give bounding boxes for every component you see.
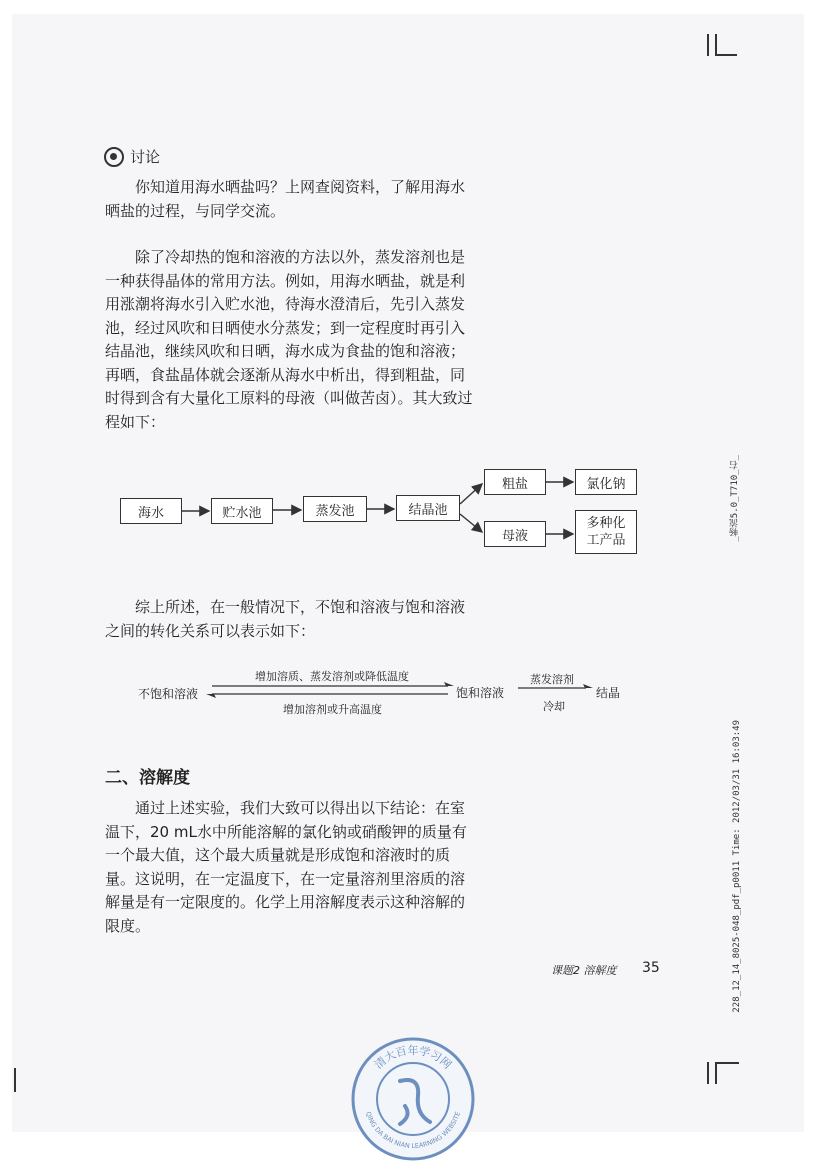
paragraph-conversion: 综上所述，在一般情况下，不饱和溶液与饱和溶液之间的转化关系可以表示如下： [105, 598, 466, 640]
page-number: 35 [642, 960, 660, 976]
paragraph-block [105, 797, 475, 938]
section-title: 二、溶解度 [105, 768, 190, 788]
crop-mark-bottom [715, 1062, 739, 1064]
seal-top-text: 清大百年学习网 [372, 1044, 454, 1072]
box-seawater: 海水 [120, 498, 182, 524]
crop-mark-left [14, 1068, 16, 1092]
label-bottom-arrow: 增加溶剂或升高温度 [283, 703, 382, 716]
side-code-bottom: 228_12_14_8025-048_pdf_p0011 Time: 2012/03/31 16:03:49 [732, 720, 742, 1013]
box-sodium-chloride: 氯化钠 [575, 469, 637, 495]
crop-mark-bottom [707, 1062, 709, 1084]
discussion-heading-label: 讨论 [130, 148, 161, 166]
side-code-top: _畅流5.0_T710_右_ [730, 455, 740, 542]
box-evaporation-pool: 蒸发池 [303, 496, 367, 522]
label-saturated: 饱和溶液 [456, 686, 505, 700]
paragraph-solubility: 通过上述实验，我们大致可以得出以下结论：在室温下，20 mL水中所能溶解的氯化钠或硝酸钾的质量有一个最大值，这个最大质量就是形成饱和溶液时的质量。这说明，在一定温度下，在一定量溶剂里溶质的溶解量是有一定限度的。化学上用溶解度表示这种溶解的限度。 [105, 799, 467, 935]
label-crystal: 结晶 [596, 686, 621, 700]
seal-bottom-text: QING DA BAI NIAN LEARNING WEBSITE [363, 1110, 463, 1150]
box-crystallization-pool: 结晶池 [396, 495, 460, 521]
crop-mark-bottom [715, 1062, 717, 1084]
label-unsaturated: 不饱和溶液 [138, 687, 199, 701]
conversion-arrows [0, 650, 827, 730]
website-seal [350, 1036, 476, 1162]
running-title: 课题2 溶解度 [551, 964, 617, 977]
chemical-products-line1: 多种化 [586, 516, 626, 531]
label-evaporate: 蒸发溶剂 [530, 673, 574, 686]
arrow-to-mother-liquor [460, 514, 482, 532]
label-top-arrow: 增加溶质、蒸发溶剂或降低温度 [255, 670, 409, 683]
label-cool: 冷却 [543, 700, 565, 713]
paragraph-block [105, 596, 475, 643]
chemical-products-line2: 工产品 [586, 533, 626, 548]
box-mother-liquor: 母液 [484, 521, 546, 547]
box-storage-pool: 贮水池 [211, 498, 273, 524]
paragraph-evaporation: 除了冷却热的饱和溶液的方法以外，蒸发溶剂也是一种获得晶体的常用方法。例如，用海水晒盐，就是利用涨潮将海水引入贮水池，待海水澄清后，先引入蒸发池，经过风吹和日晒使水分蒸发；到一定程度时再引入结晶池，继续风吹和日晒，海水成为食盐的饱和溶液；再晒，食盐晶体就会逐渐从海水中析出，得到粗盐，同时得到含有大量化工原料的母液（叫做苦卤）。其大致过程如下： [105, 248, 473, 431]
box-crude-salt: 粗盐 [484, 469, 546, 495]
discussion-text: 你知道用海水晒盐吗？上网查阅资料，了解用海水晒盐的过程，与同学交流。 [105, 178, 466, 220]
arrow-to-crude-salt [460, 484, 482, 504]
seal-outer-ring [353, 1039, 473, 1159]
